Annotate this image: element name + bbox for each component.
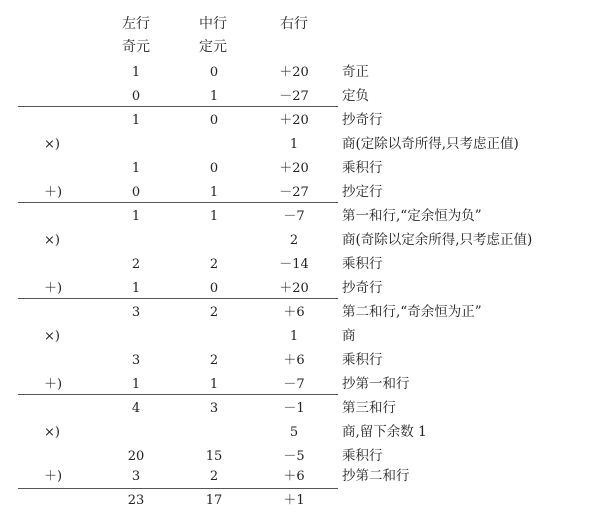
left-value: 20 — [127, 449, 145, 464]
left-value: 4 — [131, 401, 141, 416]
row-description: 抄第一和行 — [342, 376, 410, 392]
mid-value: 1 — [209, 377, 219, 392]
left-value: 3 — [131, 305, 141, 320]
header-left-line1: 左行 — [122, 16, 150, 32]
left-value: 1 — [131, 209, 141, 224]
right-value: －27 — [279, 185, 309, 200]
left-value: 0 — [131, 89, 141, 104]
separator-line — [18, 106, 338, 107]
right-value: ＋6 — [283, 353, 305, 368]
operator-symbol: ×) — [44, 425, 60, 440]
left-value: 1 — [131, 377, 141, 392]
mid-value: 3 — [209, 401, 219, 416]
row-description: 抄奇行 — [342, 112, 383, 128]
mid-value: 2 — [209, 257, 219, 272]
mid-value: 2 — [209, 305, 219, 320]
operator-symbol: ＋) — [44, 377, 63, 392]
operator-symbol: ＋) — [44, 185, 63, 200]
row-description: 抄奇行 — [342, 280, 383, 296]
row-description: 乘积行 — [342, 352, 383, 368]
mid-value: 1 — [209, 185, 219, 200]
operator-symbol: ＋) — [44, 281, 63, 296]
right-value: 5 — [289, 425, 299, 440]
header-mid-line2: 定元 — [199, 39, 227, 55]
row-description: 定负 — [342, 88, 369, 104]
right-value: 1 — [289, 137, 299, 152]
separator-line — [18, 298, 338, 299]
left-value: 1 — [131, 65, 141, 80]
mid-value: 2 — [209, 353, 219, 368]
row-description: 乘积行 — [342, 256, 383, 272]
left-value: 1 — [131, 161, 141, 176]
mid-value: 15 — [205, 449, 223, 464]
row-description: 商,留下余数 1 — [342, 424, 427, 440]
separator-line — [18, 394, 338, 395]
row-description: 抄第二和行 — [342, 468, 410, 484]
operator-symbol: ×) — [44, 233, 60, 248]
separator-line — [18, 488, 338, 489]
row-description: 商(定除以奇所得,只考虑正值) — [342, 136, 519, 152]
row-description: 第三和行 — [342, 400, 396, 416]
left-value: 1 — [131, 113, 141, 128]
left-value: 2 — [131, 257, 141, 272]
row-description: 商(奇除以定余所得,只考虑正值) — [342, 232, 533, 248]
separator-line — [18, 202, 338, 203]
mid-value: 2 — [209, 469, 219, 484]
right-value: －7 — [283, 209, 305, 224]
right-value: ＋6 — [283, 305, 305, 320]
row-description: 抄定行 — [342, 184, 383, 200]
row-description: 第一和行,“定余恒为负” — [342, 208, 482, 224]
right-value: ＋20 — [279, 113, 309, 128]
row-description: 乘积行 — [342, 448, 383, 464]
left-value: 3 — [131, 469, 141, 484]
left-value: 23 — [127, 493, 145, 508]
right-value: ＋20 — [279, 65, 309, 80]
mid-value: 0 — [209, 161, 219, 176]
row-description: 商 — [342, 328, 356, 344]
operator-symbol: ＋) — [44, 469, 63, 484]
right-value: －7 — [283, 377, 305, 392]
header-mid-line1: 中行 — [199, 16, 227, 32]
header-left-line2: 奇元 — [122, 39, 150, 55]
mid-value: 17 — [205, 493, 223, 508]
operator-symbol: ×) — [44, 329, 60, 344]
row-description: 乘积行 — [342, 160, 383, 176]
mid-value: 1 — [209, 209, 219, 224]
right-value: 2 — [289, 233, 299, 248]
operator-symbol: ×) — [44, 137, 60, 152]
right-value: ＋20 — [279, 161, 309, 176]
row-description: 奇正 — [342, 64, 369, 80]
mid-value: 0 — [209, 281, 219, 296]
left-value: 0 — [131, 185, 141, 200]
left-value: 1 — [131, 281, 141, 296]
mid-value: 0 — [209, 113, 219, 128]
header-right-line1: 右行 — [280, 16, 308, 32]
right-value: ＋6 — [283, 469, 305, 484]
mid-value: 1 — [209, 89, 219, 104]
right-value: ＋20 — [279, 281, 309, 296]
right-value: ＋1 — [283, 493, 305, 508]
right-value: 1 — [289, 329, 299, 344]
mid-value: 0 — [209, 65, 219, 80]
right-value: －27 — [279, 89, 309, 104]
right-value: －1 — [283, 401, 305, 416]
right-value: －5 — [283, 449, 305, 464]
row-description: 第二和行,“奇余恒为正” — [342, 304, 482, 320]
right-value: －14 — [279, 257, 309, 272]
left-value: 3 — [131, 353, 141, 368]
